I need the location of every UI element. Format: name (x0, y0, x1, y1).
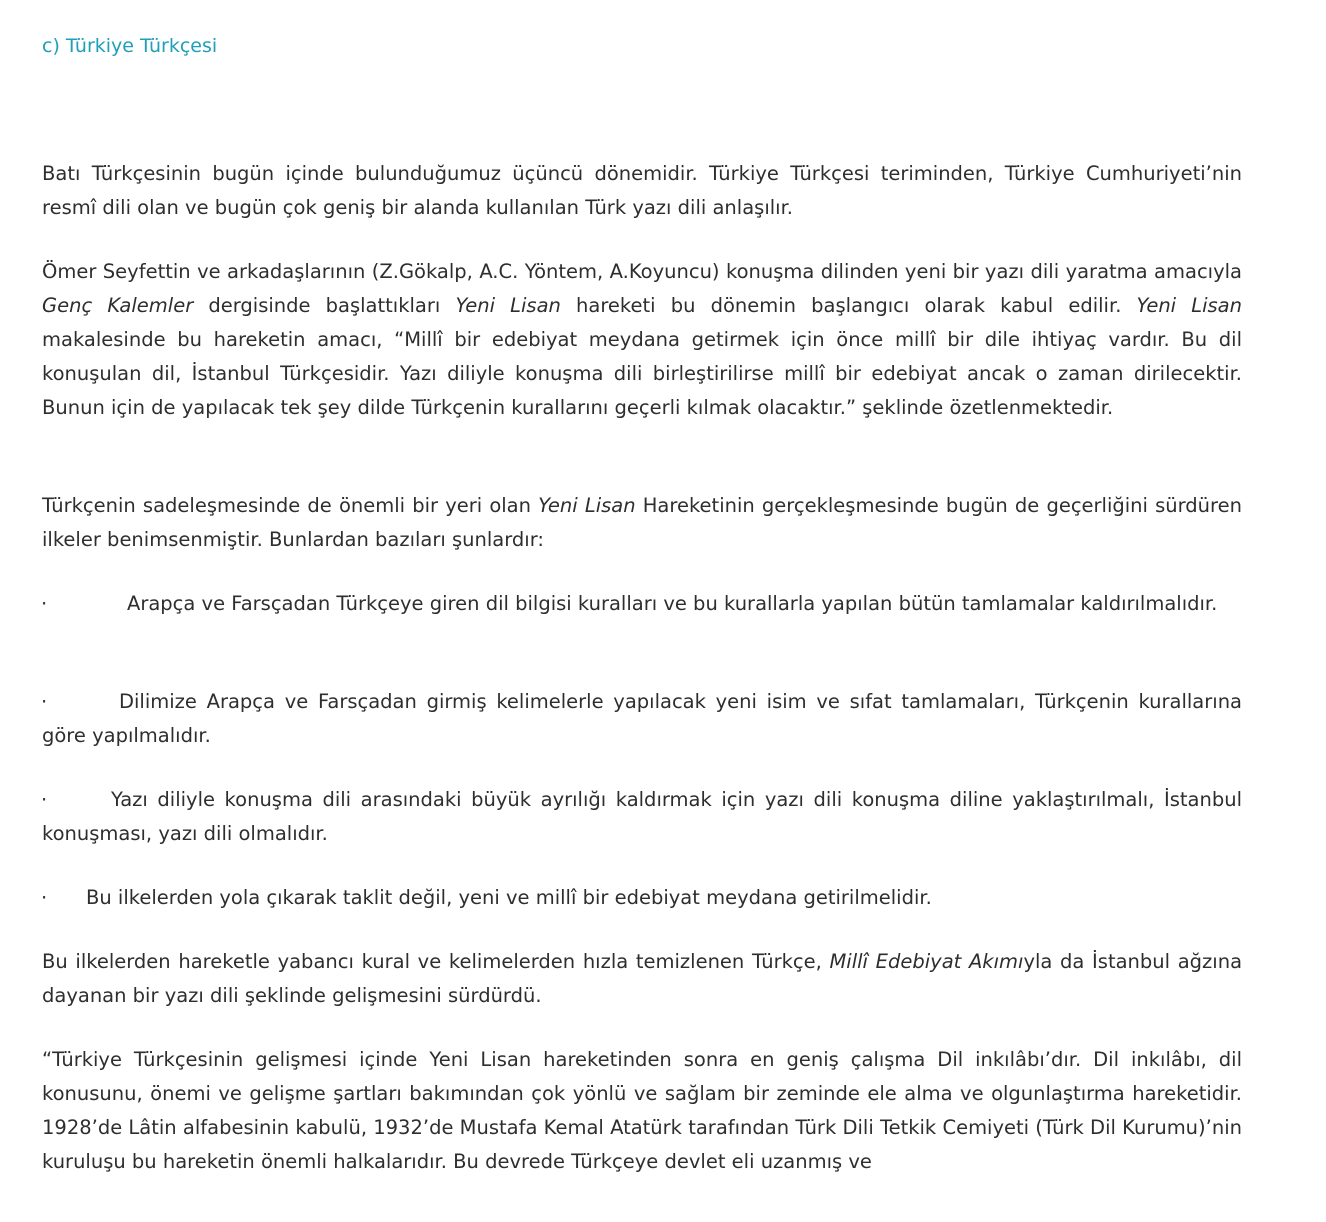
italic-yeni-lisan: Yeni Lisan (455, 294, 561, 317)
text-run: Hareketinin gerçekleşmesinde bugün de geçerliğini sürdüren ilkeler benimsenmiştir. Bunlardan bazıları şunlardır: (42, 494, 1242, 551)
paragraph-milli-edebiyat (42, 945, 1242, 1013)
italic-yeni-lisan: Yeni Lisan (1136, 294, 1242, 317)
text-run: Bu ilkelerden hareketle yabancı kural ve kelimelerden hızla temizlenen Türkçe, (42, 950, 830, 973)
section-heading: c) Türkiye Türkçesi (42, 35, 218, 57)
list-item-text: Bu ilkelerden yola çıkarak taklit değil, yeni ve millî bir edebiyat meydana getirilmelidir. (86, 886, 932, 909)
list-item-text: Yazı diliyle konuşma dili arasındaki büyük ayrılığı kaldırmak için yazı dili konuşma diline yaklaştırılmalı, İstanbul konuşması, yazı dili olmalıdır. (42, 788, 1242, 845)
text-run: hareketi bu dönemin başlangıcı olarak kabul edilir. (560, 294, 1137, 317)
paragraph-yeni-lisan (42, 255, 1242, 425)
list-item: · Bu ilkelerden yola çıkarak taklit değil, yeni ve millî bir edebiyat meydana getirilmelidir. (41, 886, 932, 909)
list-item-text: Arapça ve Farsçadan Türkçeye giren dil bilgisi kuralları ve bu kurallarla yapılan bütün tamlamalar kaldırılmalıdır. (127, 592, 1218, 615)
list-item: · Dilimize Arapça ve Farsçadan girmiş kelimelerle yapılacak yeni isim ve sıfat tamlamaları, Türkçenin kurallarına göre yapılmalıdır. (41, 690, 1242, 747)
paragraph-dil-inkilabi: “Türkiye Türkçesinin gelişmesi içinde Yeni Lisan hareketinden sonra en geniş çalışma Dil inkılâbı’dır. Dil inkılâbı, dil konusunu, önemi ve gelişme şartları bakımından çok yönlü ve sağlam bir zeminde ele alma ve olgunlaştırma hareketidir. 1928’de Lâtin alfabesinin kabulü, 1932’de Mustafa Kemal Atatürk tarafından Türk Dili Tetkik Cemiyeti (Türk Dil Kurumu)’nin kuruluşu bu hareketin önemli halkalarıdır. Bu devrede Türkçeye devlet eli uzanmış ve (42, 1048, 1242, 1173)
text-run: Türkçenin sadeleşmesinde de önemli bir yeri olan (42, 494, 539, 517)
text-run: Ömer Seyfettin ve arkadaşlarının (Z.Gökalp, A.C. Yöntem, A.Koyuncu) konuşma dilinden yeni bir yazı dili yaratma amacıyla (42, 260, 1242, 283)
list-item: · Arapça ve Farsçadan Türkçeye giren dil bilgisi kuralları ve bu kurallarla yapılan bütün tamlamalar kaldırılmalıdır. (41, 592, 1218, 615)
text-run: yla da İstanbul ağzına dayanan bir yazı dili şeklinde gelişmesini sürdürdü. (42, 950, 1243, 1007)
text-run: makalesinde bu hareketin amacı, “Millî bir edebiyat meydana getirmek için önce millî bir dile ihtiyaç vardır. Bu dil konuşulan dil, İstanbul Türkçesidir. Yazı diliyle konuşma dili birleştirilirse millî bir edebiyat ancak o zaman dirilecektir. Bunun için de yapılacak tek şey dilde Türkçenin kurallarını geçerli kılmak olacaktır.” şeklinde özetlenmektedir. (42, 328, 1242, 419)
list-item-text: Dilimize Arapça ve Farsçadan girmiş kelimelerle yapılacak yeni isim ve sıfat tamlamaları, Türkçenin kurallarına göre yapılmalıdır. (42, 690, 1242, 747)
italic-yeni-lisan: Yeni Lisan (538, 494, 636, 517)
italic-milli-edebiyat-akimi: Millî Edebiyat Akımı (829, 950, 1024, 973)
list-item: · Yazı diliyle konuşma dili arasındaki büyük ayrılığı kaldırmak için yazı dili konuşma diline yaklaştırılmalı, İstanbul konuşması, yazı dili olmalıdır. (41, 788, 1242, 845)
paragraph-intro: Batı Türkçesinin bugün içinde bulunduğumuz üçüncü dönemidir. Türkiye Türkçesi teriminden, Türkiye Cumhuriyeti’nin resmî dili olan ve bugün çok geniş bir alanda kullanılan Türk yazı dili anlaşılır. (42, 162, 1242, 219)
text-run: dergisinde başlattıkları (193, 294, 456, 317)
italic-genc-kalemler: Genç Kalemler (42, 294, 194, 317)
paragraph-principles-intro (42, 489, 1242, 557)
